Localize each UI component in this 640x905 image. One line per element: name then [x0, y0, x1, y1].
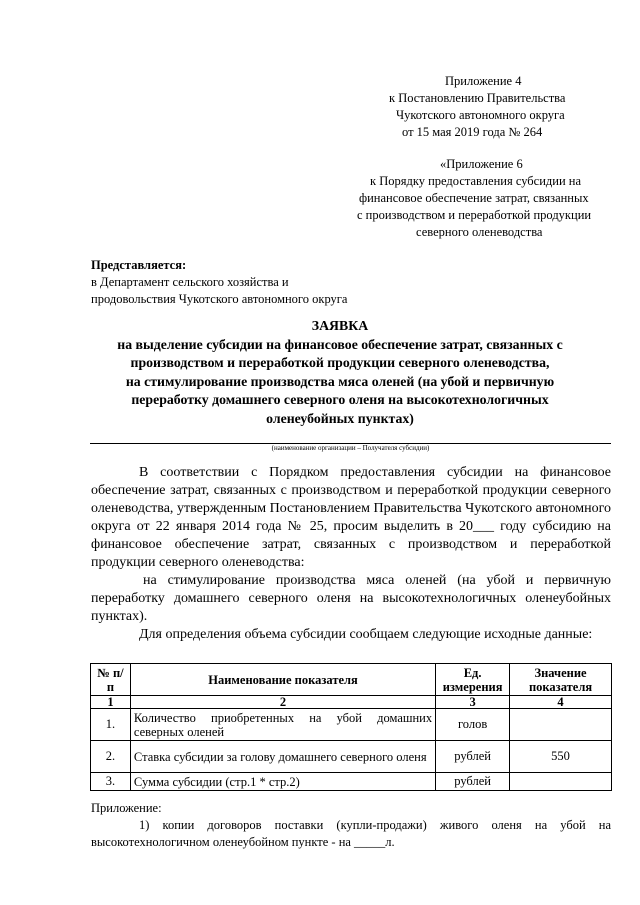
- colnum-1: 1: [91, 696, 131, 709]
- header-num: № п/п: [91, 664, 131, 696]
- appendix6-line3: финансовое обеспечение затрат, связанных: [359, 191, 589, 205]
- title-line4: переработку домашнего северного оленя на высокотехнологичных: [131, 392, 549, 407]
- row-unit: рублей: [436, 773, 510, 791]
- appendix4-line1: Приложение 4: [445, 74, 522, 88]
- appendix6-line4: с производством и переработкой продукции: [357, 208, 592, 222]
- row-num: 2.: [91, 741, 131, 773]
- table-row: [91, 773, 612, 791]
- colnum-2: 2: [130, 696, 435, 709]
- header-name: Наименование показателя: [130, 664, 435, 696]
- appendix6-line5: северного оленеводства: [416, 225, 543, 239]
- table-row: [91, 709, 612, 741]
- row-num: 3.: [91, 773, 131, 791]
- row-unit: голов: [436, 709, 510, 741]
- row-unit: рублей: [436, 741, 510, 773]
- title-line1: на выделение субсидии на финансовое обеспечение затрат, связанных с: [117, 336, 563, 352]
- attachment-block: [91, 800, 611, 851]
- attachment-item-1: 1) копии договоров поставки (купли-продажи) живого оленя на убой на высокотехнологичном оленеубойном пункте - на _____л.: [91, 818, 611, 849]
- table-header-row: [91, 664, 612, 696]
- header-unit: Ед. измерения: [436, 664, 510, 696]
- table-colnum-row: [91, 696, 612, 709]
- appendix4-line2: к Постановлению Правительства: [389, 91, 566, 105]
- row-name: Сумма субсидии (стр.1 * стр.2): [130, 773, 435, 791]
- presented-label: Представляется:: [91, 258, 187, 272]
- title-line5: оленеубойных пунктах): [266, 410, 414, 426]
- indicators-table: [90, 663, 612, 791]
- body-paragraph-2: на стимулирование производства мяса оленей (на убой и первичную переработку домашнего северного оленя на высокотехнологичных оленеубойных пунктах).: [91, 573, 611, 624]
- presented-line1: в Департамент сельского хозяйства и: [91, 275, 289, 289]
- attachment-label: Приложение:: [91, 801, 162, 815]
- organization-caption: (наименование организации – Получателя субсидии): [271, 444, 430, 452]
- colnum-3: 3: [436, 696, 510, 709]
- title-line3: на стимулирование производства мяса оленей (на убой и первичную: [125, 373, 555, 389]
- title-line2: производством и переработкой продукции северного оленеводства,: [130, 355, 550, 370]
- appendix6-line1: «Приложение 6: [440, 157, 523, 171]
- row-value: [510, 773, 612, 791]
- title-heading: ЗАЯВКА: [311, 318, 369, 333]
- presented-line2: продовольствия Чукотского автономного округа: [91, 292, 348, 306]
- table-row: [91, 741, 612, 773]
- row-name: Ставка субсидии за голову домашнего северного оленя: [130, 741, 435, 773]
- colnum-4: 4: [510, 696, 612, 709]
- appendix4-line3: Чукотского автономного округа: [396, 108, 565, 122]
- appendix4-line4: от 15 мая 2019 года № 264: [402, 125, 543, 139]
- body-text: [91, 464, 611, 644]
- row-value: [510, 709, 612, 741]
- row-num: 1.: [91, 709, 131, 741]
- document-title: [85, 317, 595, 428]
- row-name: Количество приобретенных на убой домашних северных оленей: [130, 709, 435, 741]
- header-value: Значение показателя: [510, 664, 612, 696]
- body-paragraph-1: В соответствии с Порядком предоставления субсидии на финансовое обеспечение затрат, связанных с производством и переработкой продукции северного оленеводства, утвержденным Постановлением Правительства Чукотского автономного округа от 22 января 2014 года № 25, просим выделить в 20___ году субсидию на финансовое обеспечение затрат, связанных с производством и переработкой продукции северного оленеводства:: [91, 465, 611, 570]
- appendix6-line2: к Порядку предоставления субсидии на: [370, 174, 582, 188]
- body-paragraph-3: Для определения объема субсидии сообщаем следующие исходные данные:: [139, 627, 593, 642]
- row-value: 550: [510, 741, 612, 773]
- presented-block: [91, 257, 347, 308]
